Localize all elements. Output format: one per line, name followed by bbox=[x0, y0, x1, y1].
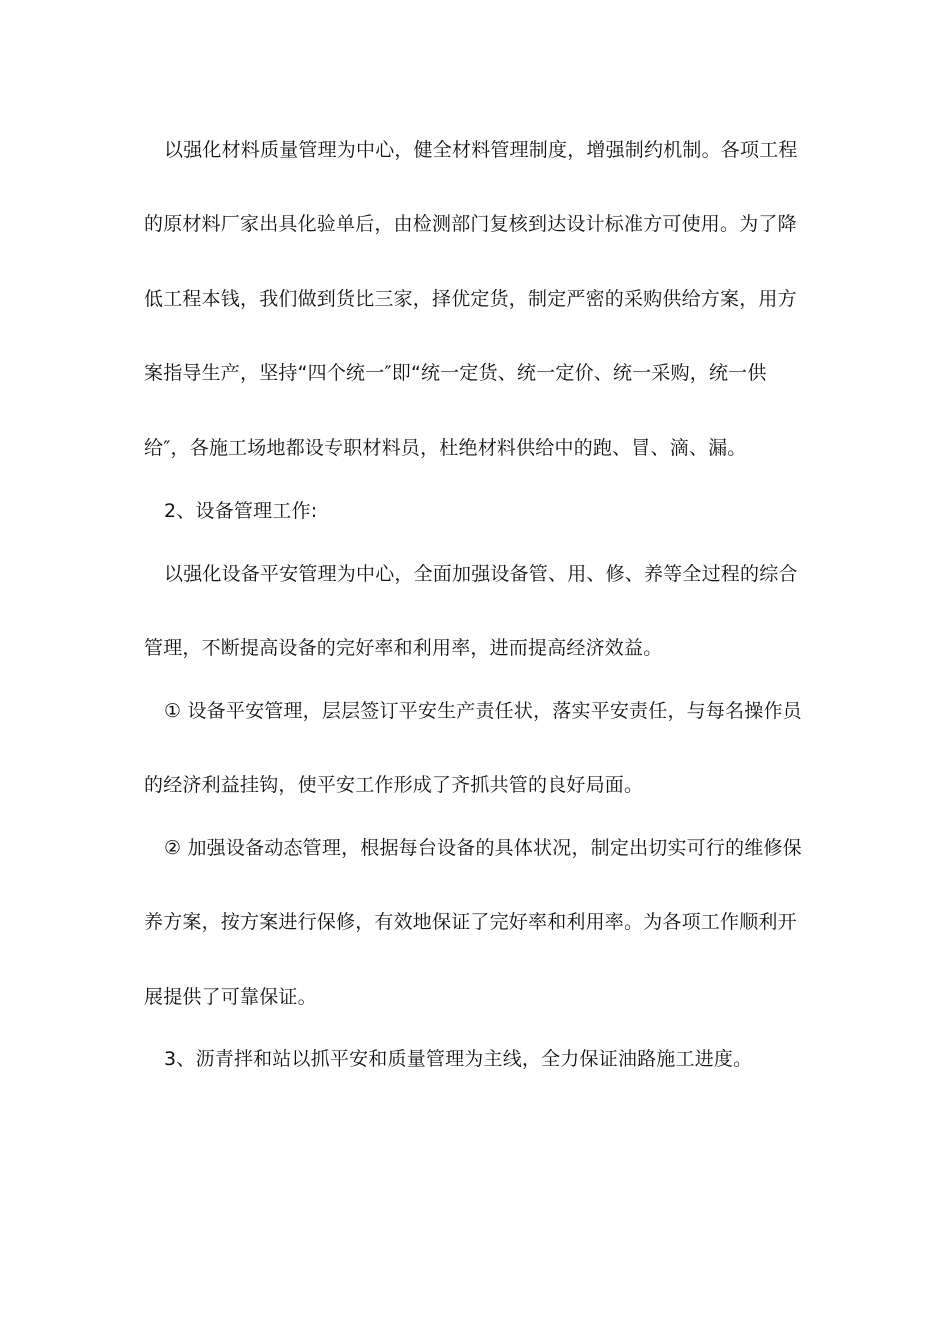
paragraph-line: 以强化设备平安管理为中心，全面加强设备管、用、修、养等全过程的综合 bbox=[164, 563, 798, 585]
list-item-line: ② 加强设备动态管理，根据每台设备的具体状况，制定出切实可行的维修保 bbox=[164, 837, 802, 859]
section-heading: 3、沥青拌和站以抓平安和质量管理为主线，全力保证油路施工进度。 bbox=[164, 1048, 753, 1070]
section-heading: 2、设备管理工作: bbox=[164, 500, 318, 522]
paragraph-line: 的原材料厂家出具化验单后，由检测部门复核到达设计标准方可使用。为了降 bbox=[144, 213, 797, 235]
list-item-line: ① 设备平安管理，层层签订平安生产责任状，落实平安责任，与每名操作员 bbox=[164, 700, 802, 722]
paragraph-line: 给″，各施工场地都设专职材料员，杜绝材料供给中的跑、冒、滴、漏。 bbox=[144, 437, 747, 459]
paragraph-line: 案指导生产，坚持“四个统一″即“统一定货、统一定价、统一采购，统一供 bbox=[144, 362, 767, 384]
paragraph-line: 以强化材料质量管理为中心，健全材料管理制度，增强制约机制。各项工程 bbox=[164, 139, 798, 161]
list-item-line: 的经济利益挂钩，使平安工作形成了齐抓共管的良好局面。 bbox=[144, 774, 644, 796]
list-item-line: 养方案，按方案进行保修，有效地保证了完好率和利用率。为各项工作顺利开 bbox=[144, 911, 797, 933]
paragraph-line: 低工程本钱，我们做到货比三家，择优定货，制定严密的采购供给方案，用方 bbox=[144, 288, 797, 310]
list-item-line: 展提供了可靠保证。 bbox=[144, 986, 317, 1008]
paragraph-line: 管理，不断提高设备的完好率和利用率，进而提高经济效益。 bbox=[144, 637, 663, 659]
